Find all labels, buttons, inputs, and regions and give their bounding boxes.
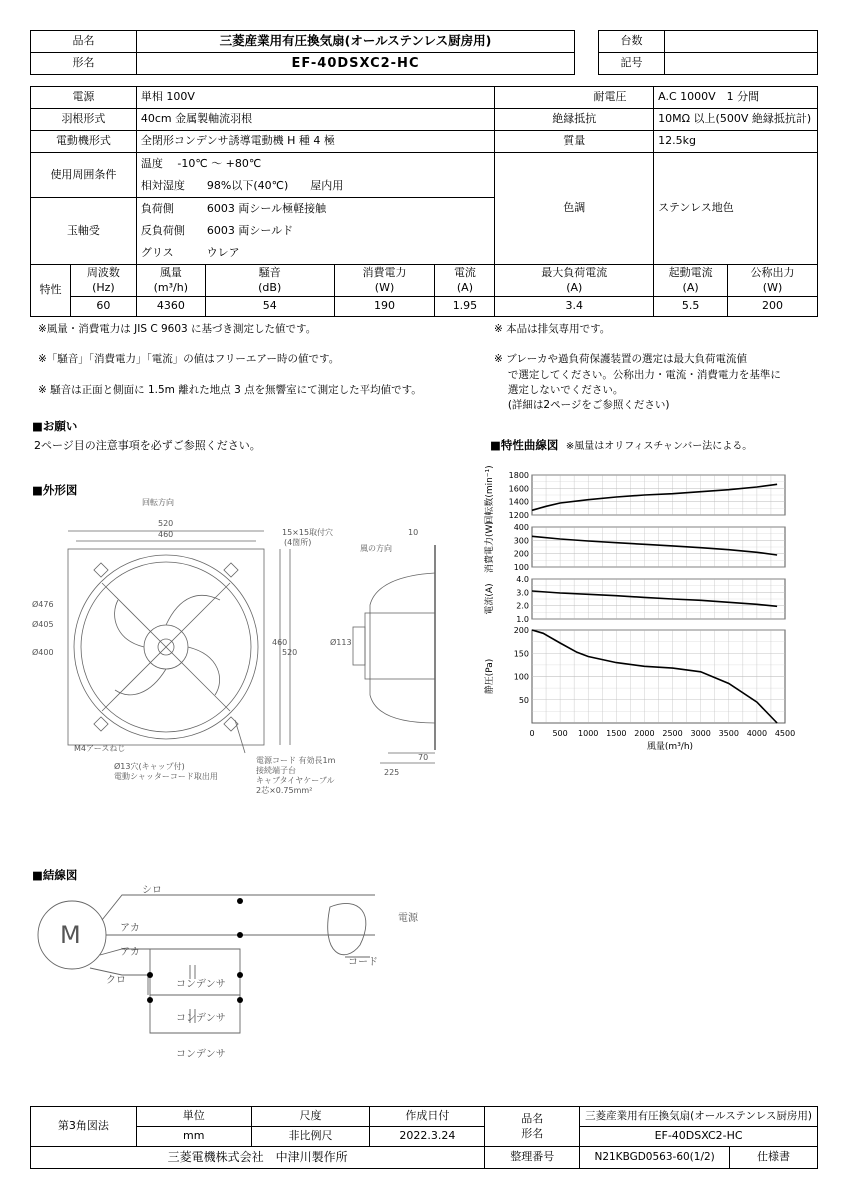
ytick-label-1: 400 <box>513 523 529 532</box>
bearing-label: 玉軸受 <box>31 198 137 265</box>
spec-table <box>30 86 818 317</box>
char-value-0: 60 <box>70 297 136 317</box>
color-value: ステンレス地色 <box>654 153 818 265</box>
env-values <box>136 153 495 198</box>
product-label: 品名 <box>31 31 137 53</box>
ytick-label-3: 200 <box>513 626 529 635</box>
series-line-1 <box>532 536 777 555</box>
motor-symbol: M <box>60 921 81 949</box>
scale-label: 尺度 <box>251 1107 370 1127</box>
label-d70: 70 <box>418 753 429 762</box>
env-temp: 温度 -10℃ ～ +80℃ <box>140 157 262 170</box>
char-value-5: 3.4 <box>495 297 654 317</box>
ytick-label-0: 1400 <box>508 497 529 507</box>
curve-heading <box>490 437 752 453</box>
mark-label: 記号 <box>599 53 665 75</box>
ytick-label-0: 1800 <box>508 471 529 480</box>
ytick-label-2: 4.0 <box>516 575 529 584</box>
label-phi400: Ø400 <box>32 648 54 657</box>
withstand-label-spacer <box>495 87 567 109</box>
wire-red1: アカ <box>120 923 140 934</box>
wire-red2: アカ <box>120 947 140 958</box>
model-label: 形名 <box>31 53 137 75</box>
outline-title: ■外形図 <box>32 483 78 497</box>
bearing-values <box>136 198 495 265</box>
label-shutter: 電動シャッターコード取出用 <box>114 772 218 781</box>
request-title: ■お願い <box>32 419 78 433</box>
curve-note: ※風量はオリフィスチャンバー法による。 <box>565 441 753 452</box>
notes-left: ※風量・消費電力は JIS C 9603 に基づき測定した値です。 ※「騒音」「消費電力」「電流」の値はフリーエアー時の値です。 ※ 騒音は正面と側面に 1.5m 離れた地点 3 点を無響室にて測定した平均値です。 <box>38 323 422 396</box>
ylabel-2: 電流(A) <box>485 583 495 615</box>
xtick-label: 4000 <box>746 729 768 738</box>
date-label: 作成日付 <box>370 1107 485 1127</box>
ytick-label-0: 1600 <box>508 484 529 494</box>
withstand-value: A.C 1000V 1 分間 <box>654 87 818 109</box>
label-r460: 460 <box>272 638 288 647</box>
wire-black: クロ <box>106 975 126 986</box>
xtick-label: 3000 <box>690 729 711 738</box>
char-header-2: 騒音 (dB) <box>205 265 334 297</box>
char-value-6: 5.5 <box>654 297 728 317</box>
header-table <box>30 30 575 75</box>
label-holes2: (4箇所) <box>284 538 312 547</box>
capacitor-3: コンデンサ <box>176 1049 226 1060</box>
bearing-load: 負荷側 6003 両シール極軽接触 <box>140 202 327 215</box>
cord-label: コード <box>348 957 378 968</box>
ytick-label-0: 1200 <box>508 511 529 520</box>
ylabel-1: 消費電力(W) <box>485 521 495 573</box>
ytick-label-1: 300 <box>513 536 529 546</box>
label-d225: 225 <box>384 768 400 777</box>
ytick-label-1: 200 <box>513 549 529 559</box>
footer-labels <box>485 1107 580 1147</box>
char-header-6: 起動電流 (A) <box>654 265 728 297</box>
label-d460: 460 <box>158 530 174 539</box>
label-cord2: 接続端子台 <box>256 766 296 775</box>
doc-type: 仕様書 <box>730 1147 818 1169</box>
char-header-7: 公称出力 (W) <box>728 265 818 297</box>
insulation-value: 10MΩ 以上(500V 絶縁抵抗計) <box>654 109 818 131</box>
label-phi476: Ø476 <box>32 600 54 609</box>
ytick-label-2: 1.0 <box>516 615 529 624</box>
char-header-5: 最大負荷電流 (A) <box>495 265 654 297</box>
xtick-label: 1500 <box>606 729 627 738</box>
characteristic-curves <box>480 465 815 755</box>
label-phi405: Ø405 <box>32 620 54 629</box>
curve-title: ■特性曲線図 <box>490 438 559 452</box>
env-humidity: 相対湿度 98%以下(40℃) 屋内用 <box>140 179 344 192</box>
label-d520: 520 <box>158 519 174 528</box>
notes-right: ※ 本品は排気専用です。 ※ ブレーカや過負荷保護装置の選定は最大負荷電流値 で選定してください。公称出力・電流・消費電力を基準に 選定しないでください。 (詳細は2ページをご参照ください) <box>494 323 781 412</box>
footer-table <box>30 1106 818 1169</box>
characteristics-label: 特性 <box>31 265 71 317</box>
footer-name-label: 品名 <box>521 1111 544 1125</box>
unit-label: 単位 <box>136 1107 251 1127</box>
product-name: 三菱産業用有圧換気扇(オールステンレス厨房用) <box>137 31 575 53</box>
char-header-0: 周波数 (Hz) <box>70 265 136 297</box>
request-text: 2ページ目の注意事項を必ずご参照ください。 <box>34 439 261 452</box>
label-cord4: 2芯×0.75mm² <box>256 786 313 795</box>
xtick-label: 3500 <box>718 729 739 738</box>
xtick-label: 0 <box>529 729 535 738</box>
ytick-label-2: 3.0 <box>516 588 529 598</box>
char-value-2: 54 <box>205 297 334 317</box>
scale-value: 非比例尺 <box>251 1127 370 1147</box>
label-cord1: 電源コード 有効長1m <box>256 756 336 765</box>
ytick-label-3: 50 <box>518 695 529 705</box>
insulation-label: 絶縁抵抗 <box>495 109 654 131</box>
motor-value: 全閉形コンデンサ誘導電動機 H 種 4 極 <box>136 131 495 153</box>
char-value-7: 200 <box>728 297 818 317</box>
footer-model-label: 形名 <box>521 1126 544 1140</box>
doc-label: 整理番号 <box>485 1147 580 1169</box>
char-header-3: 消費電力 (W) <box>334 265 435 297</box>
series-line-2 <box>532 591 777 606</box>
bearing-grease: グリス ウレア <box>140 246 240 259</box>
company: 三菱電機株式会社 中津川製作所 <box>31 1147 485 1169</box>
xtick-label: 1000 <box>578 729 599 738</box>
bearing-antiload: 反負荷側 6003 両シールド <box>140 224 294 237</box>
capacitor-1: コンデンサ <box>176 979 226 990</box>
projection: 第3角図法 <box>31 1107 137 1147</box>
ylabel-0: 回転数(min⁻¹) <box>485 465 495 525</box>
wiring-title: ■結線図 <box>32 868 78 882</box>
power-value: 単相 100V <box>136 87 495 109</box>
withstand-label: 耐電圧 <box>567 87 654 109</box>
mass-label: 質量 <box>495 131 654 153</box>
ylabel-3: 静圧(Pa) <box>485 658 495 695</box>
ytick-label-1: 100 <box>513 563 529 572</box>
label-phi113: Ø113 <box>330 638 352 647</box>
power-source: 電源 <box>398 913 418 924</box>
char-header-4: 電流 (A) <box>435 265 495 297</box>
footer-name-value: 三菱産業用有圧換気扇(オールステンレス厨房用) <box>580 1107 818 1127</box>
motor-label: 電動機形式 <box>31 131 137 153</box>
char-value-4: 1.95 <box>435 297 495 317</box>
qty-label: 台数 <box>599 31 665 53</box>
ytick-label-2: 2.0 <box>516 601 529 611</box>
char-value-3: 190 <box>334 297 435 317</box>
xtick-label: 2500 <box>662 729 683 738</box>
color-label: 色調 <box>495 153 654 265</box>
doc-value: N21KBGD0563-60(1/2) <box>580 1147 730 1169</box>
wire-white: シロ <box>142 885 162 896</box>
ytick-label-3: 100 <box>513 672 529 682</box>
blade-value: 40cm 金属製軸流羽根 <box>136 109 495 131</box>
mass-value: 12.5kg <box>654 131 818 153</box>
power-label: 電源 <box>31 87 137 109</box>
footer-model-value: EF-40DSXC2-HC <box>580 1127 818 1147</box>
capacitor-2: コンデンサ <box>176 1013 226 1024</box>
label-r520: 520 <box>282 648 298 657</box>
mark-value <box>665 53 818 75</box>
xtick-label: 4500 <box>774 729 796 738</box>
label-holes: 15×15取付穴 <box>282 528 334 537</box>
wiring-diagram <box>30 875 450 1075</box>
label-d10: 10 <box>408 528 419 537</box>
blade-label: 羽根形式 <box>31 109 137 131</box>
quantity-table <box>598 30 818 75</box>
date-value: 2022.3.24 <box>370 1127 485 1147</box>
curve-xlabel: 風量(m³/h) <box>646 742 694 752</box>
outline-drawing <box>30 495 470 815</box>
unit-value: mm <box>136 1127 251 1147</box>
xtick-label: 2000 <box>634 729 655 738</box>
label-airflow: 風の方向 <box>360 544 392 553</box>
label-cap: Ø13穴(キャップ付) <box>114 762 185 771</box>
label-rotation: 回転方向 <box>142 498 174 507</box>
char-header-1: 風量 (m³/h) <box>136 265 205 297</box>
label-earth: M4アースねじ <box>74 744 126 753</box>
xtick-label: 500 <box>552 729 568 738</box>
env-label: 使用周囲条件 <box>31 153 137 198</box>
model-name: EF-40DSXC2-HC <box>137 53 575 75</box>
label-cord3: キャブタイヤケーブル <box>256 776 335 785</box>
qty-value <box>665 31 818 53</box>
char-value-1: 4360 <box>136 297 205 317</box>
ytick-label-3: 150 <box>513 649 529 659</box>
